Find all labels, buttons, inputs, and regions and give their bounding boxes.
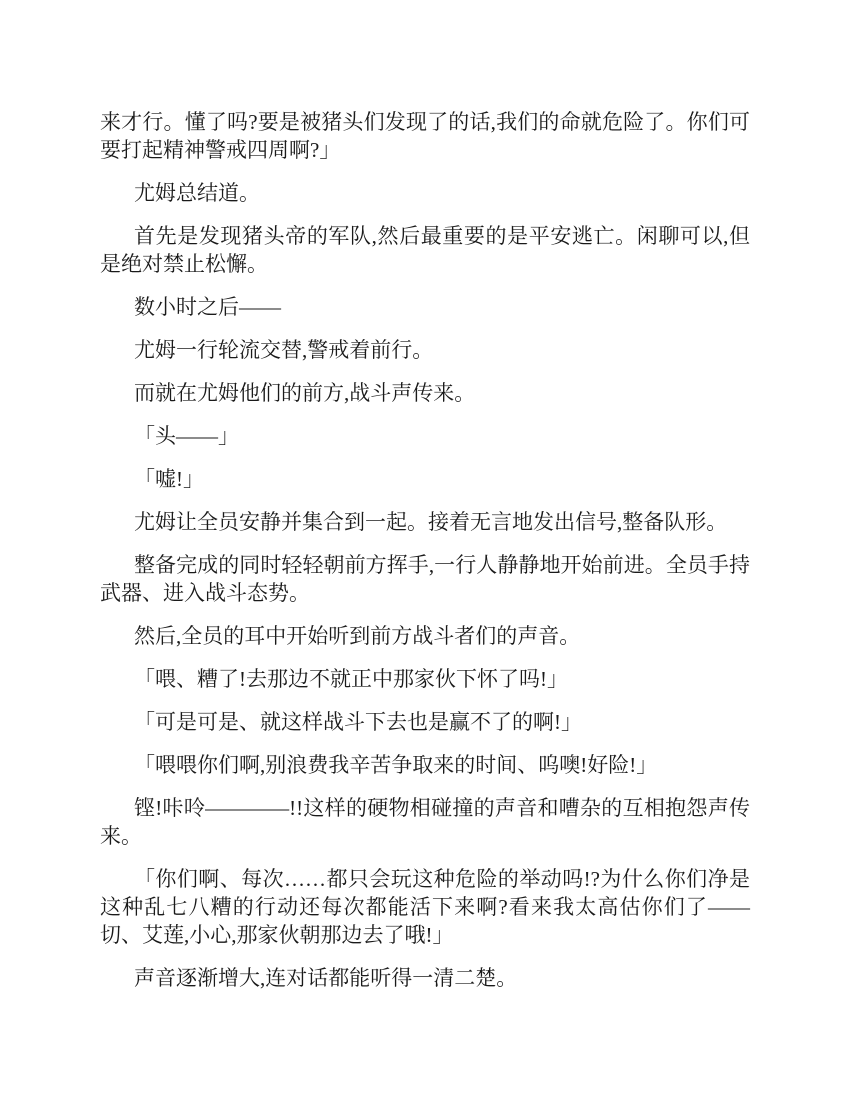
paragraph: 「喂喂你们啊,别浪费我辛苦争取来的时间、呜噢!好险!」 (134, 753, 658, 777)
paragraph: 尤姆让全员安静并集合到一起。接着无言地发出信号,整备队形。 (134, 510, 728, 534)
paragraph: 「嘘!」 (134, 467, 204, 491)
paragraph: 然后,全员的耳中开始听到前方战斗者们的声音。 (134, 624, 581, 648)
paragraph: 数小时之后—— (134, 295, 281, 319)
paragraph: 「头——」 (134, 424, 239, 448)
paragraph: 铿!咔呤————!!这样的硬物相碰撞的声音和嘈杂的互相抱怨声传来。 (100, 796, 750, 848)
paragraph: 尤姆一行轮流交替,警戒着前行。 (134, 338, 434, 362)
paragraph: 「喂、糟了!去那边不就正中那家伙下怀了吗!」 (134, 667, 568, 691)
paragraph: 来才行。懂了吗?要是被猪头们发现了的话,我们的命就危险了。你们可要打起精神警戒四周啊?」 (100, 110, 750, 162)
paragraph: 首先是发现猪头帝的军队,然后最重要的是平安逃亡。闲聊可以,但是绝对禁止松懈。 (100, 224, 750, 276)
novel-text-body (100, 108, 750, 992)
paragraph: 「你们啊、每次……都只会玩这种危险的举动吗!?为什么你们净是这种乱七八糟的行动还每次都能活下来啊?看来我太高估你们了——切、艾莲,小心,那家伙朝那边去了哦!」 (100, 867, 750, 947)
paragraph: 「可是可是、就这样战斗下去也是赢不了的啊!」 (134, 710, 582, 734)
paragraph: 整备完成的同时轻轻朝前方挥手,一行人静静地开始前进。全员手持武器、进入战斗态势。 (100, 553, 750, 605)
paragraph: 声音逐渐增大,连对话都能听得一清二楚。 (134, 966, 518, 990)
paragraph: 尤姆总结道。 (134, 181, 260, 205)
paragraph: 而就在尤姆他们的前方,战斗声传来。 (134, 381, 476, 405)
